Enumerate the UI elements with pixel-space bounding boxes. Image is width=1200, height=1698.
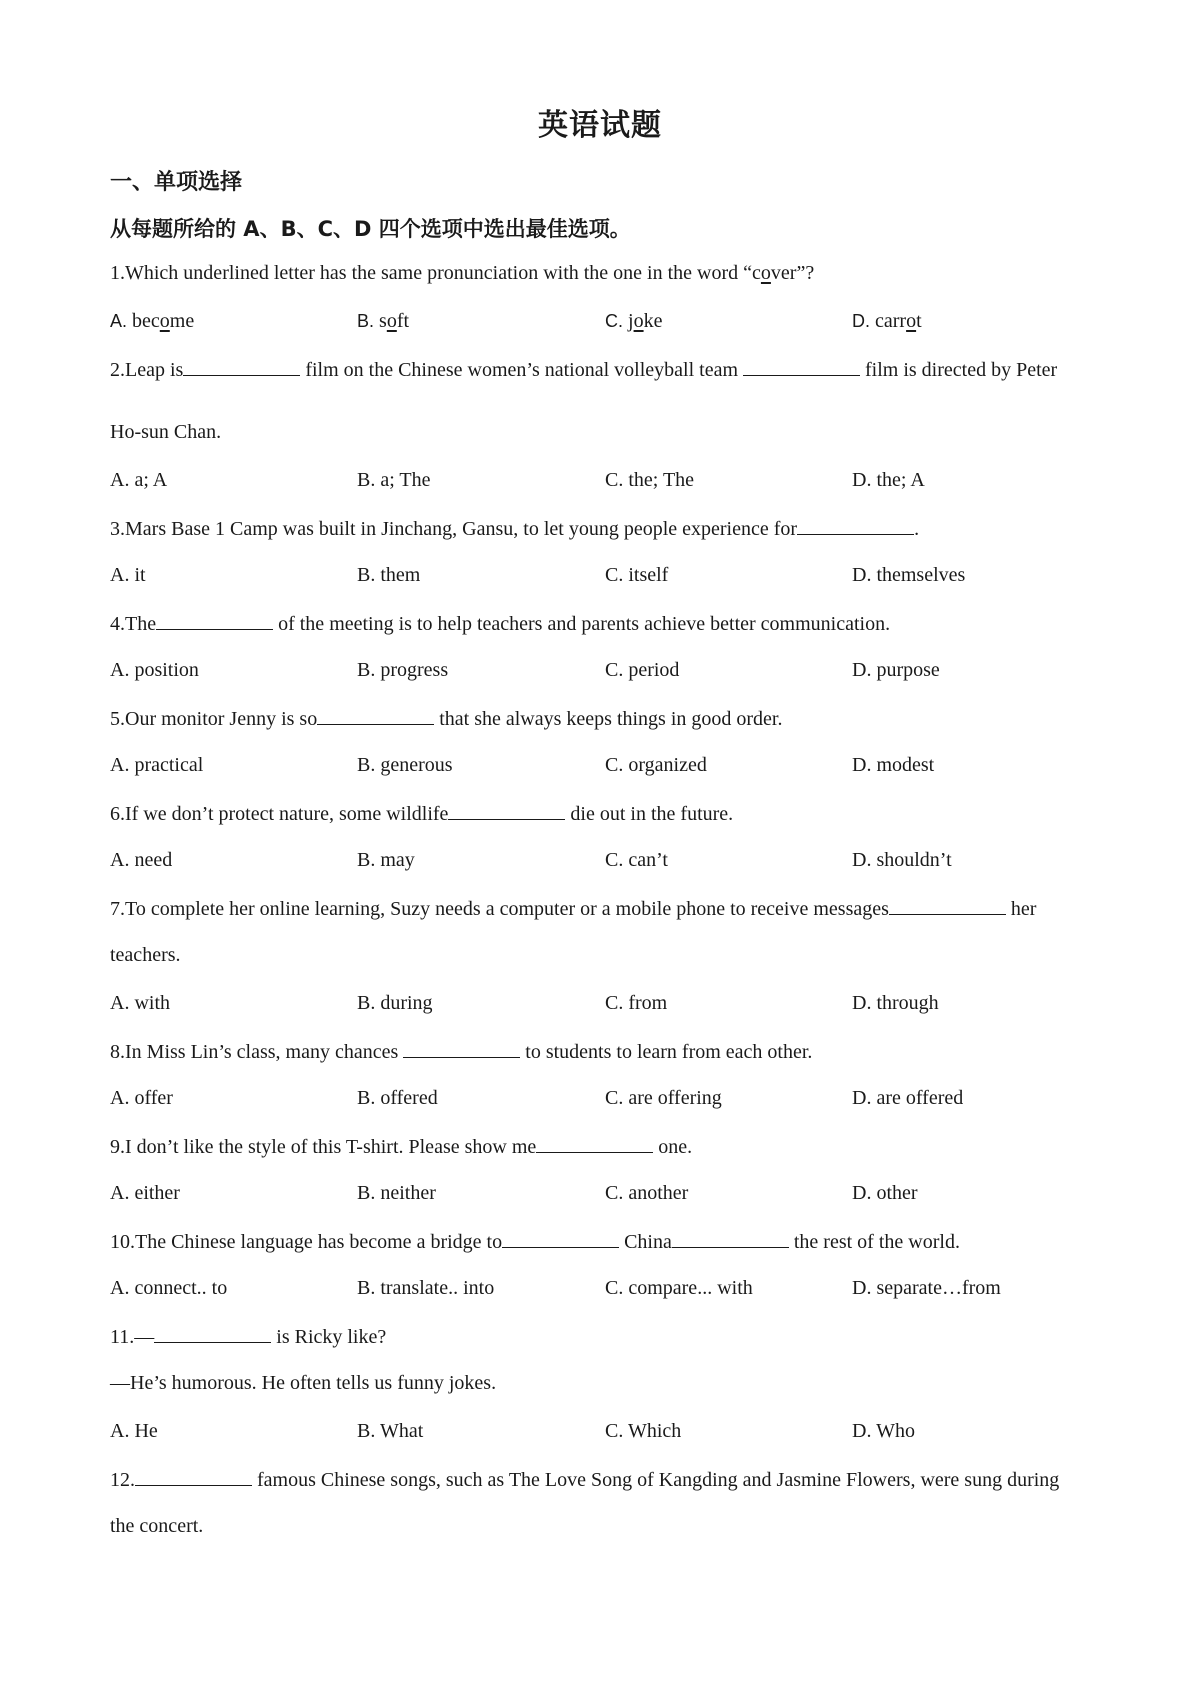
question-11-text: 11.— is Ricky like? xyxy=(110,1326,387,1348)
option-a[interactable]: A. position xyxy=(110,659,199,681)
question-5-text: 5.Our monitor Jenny is so that she always keeps things in good order. xyxy=(110,708,783,730)
option-b[interactable]: B. progress xyxy=(357,659,449,681)
answer-blank[interactable] xyxy=(403,1039,520,1058)
option-a[interactable]: A. connect.. to xyxy=(110,1277,228,1299)
option-b[interactable]: B. them xyxy=(357,564,421,586)
answer-blank[interactable] xyxy=(672,1229,789,1248)
option-a[interactable]: A. offer xyxy=(110,1087,173,1109)
question-2-text: 2.Leap is film on the Chinese women’s national volleyball team film is directed by Peter xyxy=(110,359,1058,381)
question-12-text-cont: the concert. xyxy=(110,1515,204,1537)
option-b[interactable]: B. offered xyxy=(357,1087,438,1109)
option-d[interactable]: D. purpose xyxy=(852,659,940,681)
question-12-text: 12. famous Chinese songs, such as The Love Song of Kangding and Jasmine Flowers, were sung during xyxy=(110,1469,1060,1491)
section-instruction: 从每题所给的 A、B、C、D 四个选项中选出最佳选项。 xyxy=(110,217,631,241)
option-b[interactable]: B. translate.. into xyxy=(357,1277,495,1299)
question-8-text: 8.In Miss Lin’s class, many chances to students to learn from each other. xyxy=(110,1041,813,1063)
option-c[interactable]: C. from xyxy=(605,992,668,1014)
answer-blank[interactable] xyxy=(156,611,273,630)
option-a[interactable]: A. with xyxy=(110,992,170,1014)
option-a[interactable]: A. need xyxy=(110,849,173,871)
option-d[interactable]: D. are offered xyxy=(852,1087,964,1109)
option-b[interactable]: B. during xyxy=(357,992,433,1014)
option-d[interactable]: D. shouldn’t xyxy=(852,849,952,871)
option-a[interactable]: A. a; A xyxy=(110,469,168,491)
answer-blank[interactable] xyxy=(889,896,1006,915)
option-d[interactable]: D. separate…from xyxy=(852,1277,1001,1299)
question-1-text: 1.Which underlined letter has the same pronunciation with the one in the word “cover”? xyxy=(110,262,815,284)
option-b[interactable]: B. What xyxy=(357,1420,424,1442)
option-c[interactable]: C. itself xyxy=(605,564,669,586)
question-7-text: 7.To complete her online learning, Suzy needs a computer or a mobile phone to receive messages her xyxy=(110,898,1037,920)
question-6-text: 6.If we don’t protect nature, some wildlife die out in the future. xyxy=(110,803,734,825)
option-a[interactable]: A. either xyxy=(110,1182,180,1204)
option-b[interactable]: B. soft xyxy=(357,310,410,332)
option-a[interactable]: A. practical xyxy=(110,754,204,776)
option-d[interactable]: D. modest xyxy=(852,754,935,776)
option-b[interactable]: B. a; The xyxy=(357,469,431,491)
question-3-text: 3.Mars Base 1 Camp was built in Jinchang, Gansu, to let young people experience for . xyxy=(110,518,920,540)
option-d[interactable]: D. Who xyxy=(852,1420,915,1442)
option-d[interactable]: D. the; A xyxy=(852,469,925,491)
option-c[interactable]: C. can’t xyxy=(605,849,668,871)
option-c[interactable]: C. another xyxy=(605,1182,689,1204)
option-c[interactable]: C. compare... with xyxy=(605,1277,753,1299)
question-2-text-cont: Ho-sun Chan. xyxy=(110,421,222,443)
option-d[interactable]: D. through xyxy=(852,992,939,1014)
option-b[interactable]: B. may xyxy=(357,849,415,871)
question-11-dialogue-reply: —He’s humorous. He often tells us funny jokes. xyxy=(110,1372,497,1394)
answer-blank[interactable] xyxy=(797,516,914,535)
option-a[interactable]: A. He xyxy=(110,1420,158,1442)
answer-blank[interactable] xyxy=(317,706,434,725)
option-d[interactable]: D. carrot xyxy=(852,310,922,332)
page-title: 英语试题 xyxy=(538,108,662,143)
answer-blank[interactable] xyxy=(183,357,300,376)
option-a[interactable]: A. it xyxy=(110,564,146,586)
option-b[interactable]: B. generous xyxy=(357,754,453,776)
answer-blank[interactable] xyxy=(502,1229,619,1248)
answer-blank[interactable] xyxy=(448,801,565,820)
section-heading: 一、单项选择 xyxy=(110,170,243,195)
answer-blank[interactable] xyxy=(536,1134,653,1153)
option-a[interactable]: A. become xyxy=(110,310,195,332)
question-4-text: 4.The of the meeting is to help teachers and parents achieve better communication. xyxy=(110,613,891,635)
option-c[interactable]: C. organized xyxy=(605,754,707,776)
option-c[interactable]: C. the; The xyxy=(605,469,695,491)
answer-blank[interactable] xyxy=(743,357,860,376)
option-b[interactable]: B. neither xyxy=(357,1182,436,1204)
option-c[interactable]: C. period xyxy=(605,659,680,681)
option-c[interactable]: C. Which xyxy=(605,1420,682,1442)
answer-blank[interactable] xyxy=(135,1467,252,1486)
option-d[interactable]: D. other xyxy=(852,1182,918,1204)
option-d[interactable]: D. themselves xyxy=(852,564,966,586)
option-c[interactable]: C. joke xyxy=(605,310,663,332)
answer-blank[interactable] xyxy=(154,1324,271,1343)
option-c[interactable]: C. are offering xyxy=(605,1087,722,1109)
question-10-text: 10.The Chinese language has become a bridge to China the rest of the world. xyxy=(110,1231,960,1253)
question-9-text: 9.I don’t like the style of this T-shirt. Please show me one. xyxy=(110,1136,693,1158)
question-7-text-cont: teachers. xyxy=(110,944,181,966)
